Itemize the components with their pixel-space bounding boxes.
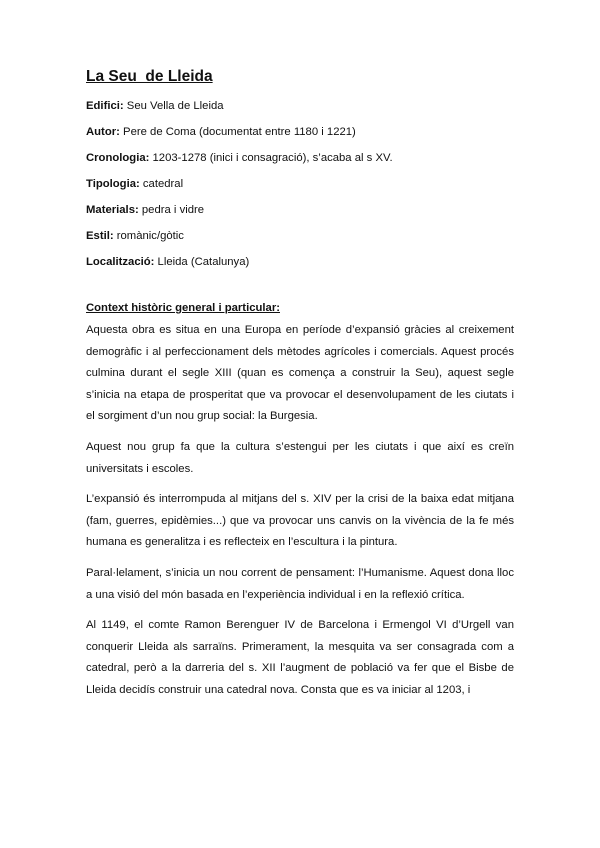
field-label: Edifici: <box>86 100 124 112</box>
field-value: 1203-1278 (inici i consagració), s’acaba al s XV. <box>149 152 393 164</box>
field-localitzacio <box>86 254 514 270</box>
field-estil <box>86 228 514 244</box>
paragraph: Aquesta obra es situa en una Europa en període d’expansió gràcies al creixement demogràfic i al perfeccionament dels mètodes agrícoles i comercials. Aquest procés culmina durant el segle XIII (quan es comença a construir la Seu), aquest segle s’inicia na etapa de prosperitat que va provocar el desenvolupament de les ciutats i el sorgiment d’un nou grup social: la Burgesia. <box>86 324 514 423</box>
field-label: Cronologia: <box>86 152 150 164</box>
field-label: Materials: <box>86 204 139 216</box>
field-label: Tipologia: <box>86 178 140 190</box>
field-value: pedra i vidre <box>138 204 205 216</box>
field-label: Estil: <box>86 230 114 242</box>
paragraph: Al 1149, el comte Ramon Berenguer IV de Barcelona i Ermengol VI d’Urgell van conquerir Lleida als sarraïns. Primerament, la mesquita va ser consagrada com a catedral, però a la darreria del s. XII l’augment de població va fer que el Bisbe de Lleida decidís construir una catedral nova. Consta que es va iniciar al 1203, i <box>86 619 514 696</box>
paragraph: Paral·lelament, s’inicia un nou corrent de pensament: l’Humanisme. Aquest dona lloc a una visió del món basada en l’experiència individual i en la reflexió crítica. <box>86 566 514 601</box>
field-edifici <box>86 98 514 114</box>
field-tipologia <box>86 176 514 192</box>
field-value: Seu Vella de Lleida <box>123 100 224 112</box>
section-heading: Context històric general i particular: <box>86 302 280 314</box>
field-value: Pere de Coma (documentat entre 1180 i 1221) <box>119 126 356 138</box>
field-value: romànic/gòtic <box>113 230 184 242</box>
field-label: Autor: <box>86 126 120 138</box>
paragraph: Aquest nou grup fa que la cultura s’estengui per les ciutats i que així es creïn universitats i escoles. <box>86 440 514 475</box>
field-value: Lleida (Catalunya) <box>154 256 250 268</box>
field-value: catedral <box>139 178 184 190</box>
field-autor <box>86 124 514 140</box>
field-materials <box>86 202 514 218</box>
field-cronologia <box>86 150 514 166</box>
document-title: La Seu de Lleida <box>86 68 213 85</box>
paragraph: L’expansió és interrompuda al mitjans del s. XIV per la crisi de la baixa edat mitjana (fam, guerres, epidèmies...) que va provocar uns canvis on la vivència de la fe més humana es generalitza i es reflecteix en l’escultura i la pintura. <box>86 493 514 549</box>
field-label: Localització: <box>86 256 155 268</box>
document-page <box>86 66 514 711</box>
